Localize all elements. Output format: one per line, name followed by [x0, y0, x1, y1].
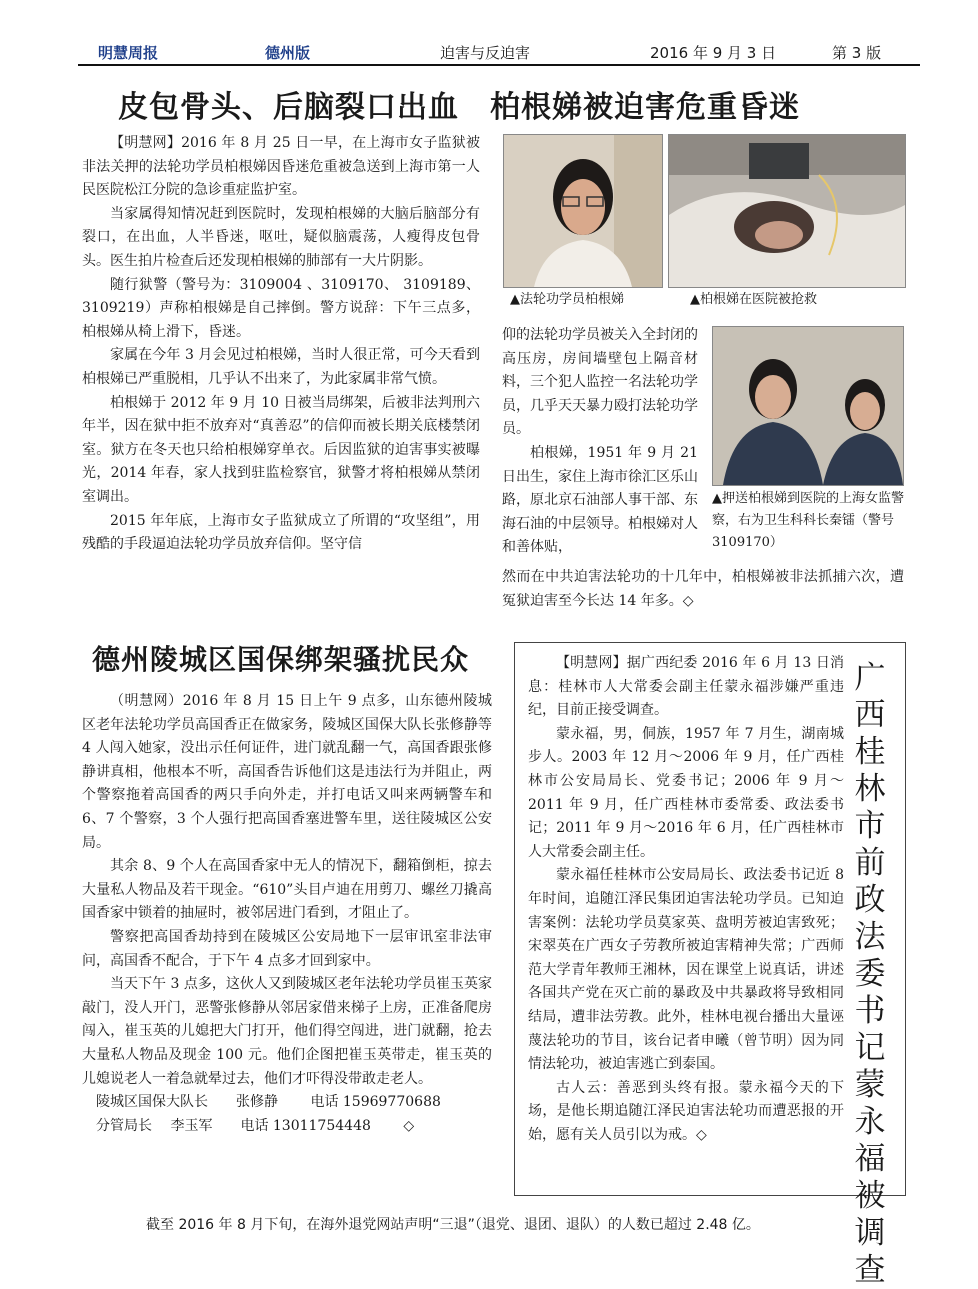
article1-paragraph: 2015 年年底，上海市女子监狱成立了所谓的“攻坚组”，用残酷的手段逼迫法轮功学员放弃信仰。坚守信 — [82, 512, 480, 553]
photo3-caption: ▲押送柏根娣到医院的上海女监警察，右为卫生科科长秦镭（警号 3109170） — [712, 491, 904, 550]
photo1-caption: ▲法轮功学员柏根娣 — [510, 292, 624, 307]
article1-title: 皮包骨头、后脑裂口出血 柏根娣被迫害危重昏迷 — [118, 90, 800, 125]
issue-date: 2016 年 9 月 3 日 — [650, 44, 777, 62]
header-rule — [78, 64, 920, 66]
article1-closing: 然而在中共迫害法轮功的十几年中，柏根娣被非法抓捕六次，遭冤狱迫害至今长达 14 年多。◇ — [502, 569, 904, 609]
article3-body — [528, 652, 844, 1147]
article1-paragraph: 柏根娣于 2012 年 9 月 10 日被当局绑架，后被非法判刑六年半，因在狱中拒不放弃对“真善忍”的信仰而被长期关底楼禁闭室。狱方在冬天也只给柏根娣穿单衣。后因监狱的迫害事实被曝光，2014 年春，家人找到驻监检察官，狱警才将柏根娣从禁闭室调出。 — [82, 394, 480, 505]
article1-paragraph: 当家属得知情况赶到医院时，发现柏根娣的大脑后脑部分有裂口，在出血，人半昏迷，呕吐，疑似脑震荡，人瘦得皮包骨头。医生拍片检查后还发现柏根娣的肺部有一大片阴影。 — [82, 205, 480, 269]
article1-paragraph: 随行狱警（警号为：3109004 、3109170、 3109189、3109219）声称柏根娣是自己摔倒。警方说辞：下午三点多，柏根娣从椅上滑下，昏迷。 — [82, 276, 480, 340]
edition-name: 德州版 — [265, 44, 311, 62]
article2-paragraph: （明慧网）2016 年 8 月 15 日上午 9 点多，山东德州陵城区老年法轮功学员高国香正在做家务，陵城区国保大队长张修静等 4 人闯入她家，没出示任何证件，进门就乱翻一气，高国香跟张修静讲真相，他根本不听，高国香告诉他们这是违法行为并阻止，两个警察拖着高国香的两只手向外走，并打电话又叫来两辆警车和 6、7 个警察，3 个人强行把高国香塞进警车里，送往陵城区公安局。 — [82, 693, 492, 851]
contact-line: 分管局长 李玉军 电话 13011754448 ◇ — [96, 1117, 415, 1134]
article2-title: 德州陵城区国保绑架骚扰民众 — [92, 643, 470, 676]
article2-paragraph: 当天下午 3 点多，这伙人又到陵城区老年法轮功学员崔玉英家敲门，没人开门，恶警张修静从邻居家借来梯子上房，正准备爬房闯入，崔玉英的儿媳把大门打开，他们得空闯进，进门就翻，抢去大量私人物品及现金 100 元。他们企图把崔玉英带走，崔玉英的儿媳说老人一着急就晕过去，他们才吓得没带敢走老人。 — [82, 976, 492, 1087]
photo-officers — [712, 326, 904, 486]
article1-left-column — [82, 132, 480, 557]
article3-vertical-title: 广西桂林市前政法委书记蒙永福被调查 — [854, 660, 886, 1288]
article2-paragraph: 警察把高国香劫持到在陵城区公安局地下一层审讯室非法审问，高国香不配合，于下午 4 点多才回到家中。 — [82, 928, 492, 969]
article2-paragraph: 其余 8、9 个人在高国香家中无人的情况下，翻箱倒柜，掠去大量私人物品及若干现金。“610”头目卢迪在用剪刀、螺丝刀撬高国香家中锁着的抽屉时，被邻居进门看到，才阻止了。 — [82, 858, 492, 922]
paper-name: 明慧周报 — [98, 44, 159, 62]
article1-paragraph: 【明慧网】2016 年 8 月 25 日一早，在上海市女子监狱被非法关押的法轮功学员柏根娣因昏迷危重被急送到上海市第一人民医院松江分院的急诊重症监护室。 — [82, 135, 480, 199]
article3-paragraph: 古人云：善恶到头终有报。蒙永福今天的下场，是他长期追随江泽民迫害法轮功而遭恶报的开始，愿有关人员引以为戒。◇ — [528, 1079, 844, 1143]
article3-paragraph: 蒙永福，男，侗族，1957 年 7 月生，湖南城步人。2003 年 12 月～2006 年 9 月，任广西桂林市公安局局长、党委书记；2006 年 9 月～2011 年 9 月，任广西桂林市委常委、政法委书记；2011 年 9 月～2016 年 6 月，任广西桂林市人大常委会副主任。 — [528, 725, 844, 860]
photo2-caption: ▲柏根娣在医院被抢救 — [690, 292, 817, 307]
contact-line: 陵城区国保大队长 张修静 电话 15969770688 — [96, 1094, 441, 1111]
article1-paragraph: 仰的法轮功学员被关入全封闭的高压房，房间墙壁包上隔音材料，三个犯人监控一名法轮功学员，几乎天天暴力殴打法轮功学员。 — [502, 327, 698, 438]
photo-hospital — [668, 134, 906, 288]
page-number: 第 3 版 — [832, 44, 882, 62]
article2-body — [82, 690, 492, 1138]
article3-paragraph: 【明慧网】据广西纪委 2016 年 6 月 13 日消息：桂林市人大常委会副主任蒙永福涉嫌严重违纪，目前正接受调查。 — [528, 655, 844, 719]
article1-paragraph: 家属在今年 3 月会见过柏根娣，当时人很正常，可今天看到柏根娣已严重脱相，几乎认不出来了，为此家属非常气愤。 — [82, 347, 480, 387]
footer-notice: 截至 2016 年 8 月下旬，在海外退党网站声明“三退”（退党、退团、退队）的人数已超过 2.48 亿。 — [146, 1217, 760, 1233]
article3-paragraph: 蒙永福任桂林市公安局局长、政法委书记近 8 年时间，追随江泽民集团迫害法轮功学员。已知迫害案例：法轮功学员莫家英、盘明芳被迫害致死；宋翠英在广西女子劳教所被迫害精神失常；广西师范大学青年教师王湘林，因在课堂上说真话，讲述各国共产党在灭亡前的暴政及中共暴政将导致相同结局，遭非法劳教。此外，桂林电视台播出大量诬蔑法轮功的节目，该台记者申曦（曾节明）因为同情法轮功，被迫害逃亡到泰国。 — [528, 867, 844, 1073]
photo-portrait — [503, 134, 663, 288]
article1-right-column — [502, 324, 698, 560]
article1-paragraph: 柏根娣，1951 年 9 月 21 日出生，家住上海市徐汇区乐山路，原北京石油部人事干部、东海石油的中层领导。柏根娣对人和善体贴， — [502, 444, 698, 556]
section-name: 迫害与反迫害 — [440, 44, 531, 62]
